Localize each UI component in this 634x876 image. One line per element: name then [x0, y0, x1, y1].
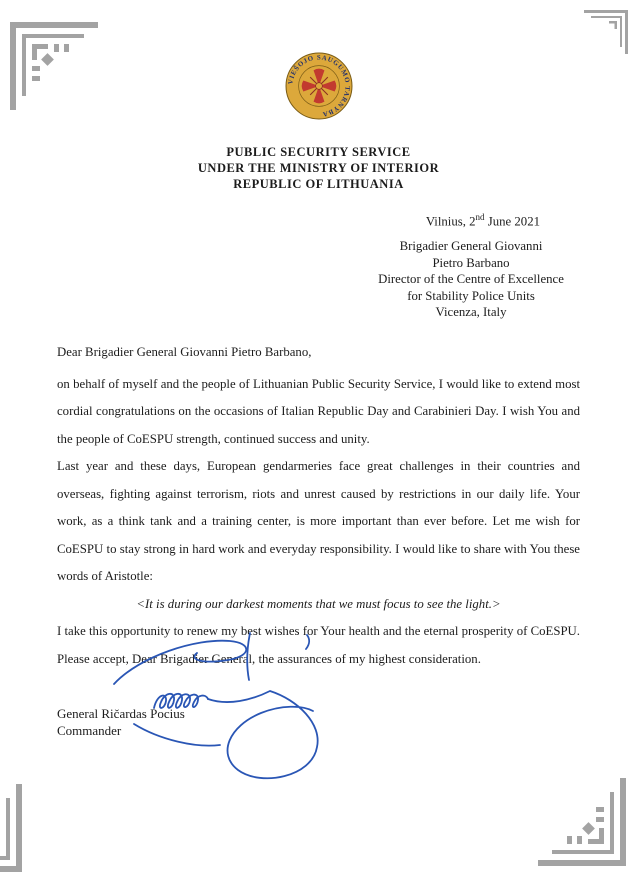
service-emblem — [285, 52, 353, 120]
service-seal-icon — [285, 52, 353, 120]
paragraph-3: I take this opportunity to renew my best wishes for Your health and the eternal prosperity of CoESPU. Please accept, Dear Brigadier General, the assurances of my highest consideration. — [57, 624, 580, 666]
recipient-line: Pietro Barbano — [432, 255, 510, 270]
frame-corner-icon — [584, 10, 628, 54]
letterhead — [57, 144, 580, 192]
recipient-line: for Stability Police Units — [407, 288, 535, 303]
frame-corner-icon — [538, 778, 626, 866]
frame-corner-icon — [0, 784, 22, 872]
corner-ornament-top-right — [584, 10, 628, 54]
recipient-line: Brigadier General Giovanni — [399, 239, 543, 254]
letterhead-line-2: UNDER THE MINISTRY OF INTERIOR — [197, 161, 440, 175]
letter-content — [0, 52, 634, 673]
paragraph-2: Last year and these days, European gendarmeries face great challenges in their countries and overseas, fighting against terrorism, riots and unrest caused by restrictions in our daily life. Your work, as a think tank and a training center, is more important than ever before. Let me wish for CoESPU to stay strong in hard work and everyday responsibility. I would like to share with You these words of Aristotle: — [57, 459, 580, 584]
letterhead-line-3: REPUBLIC OF LITHUANIA — [233, 177, 404, 191]
recipient-line: Director of the Centre of Excellence — [378, 272, 564, 287]
corner-ornament-bottom-left — [0, 784, 22, 872]
svg-text:VIEŠOJO SAUGUMO TARNYBA: VIEŠOJO SAUGUMO TARNYBA — [286, 54, 351, 118]
dateline-month-year: June 2021 — [484, 214, 540, 229]
recipient-line: Vicenza, Italy — [435, 305, 507, 320]
corner-ornament-top-left — [10, 22, 98, 110]
dateline-ordinal: nd — [475, 212, 485, 222]
frame-corner-icon — [10, 22, 98, 110]
corner-ornament-bottom-right — [538, 778, 626, 866]
sender-name: General Ričardas Pocius — [57, 706, 185, 721]
letterhead-line-1: PUBLIC SECURITY SERVICE — [226, 145, 411, 159]
aristotle-quote: <It is during our darkest moments that we must focus to see the light.> — [136, 596, 501, 611]
dateline-city-day: Vilnius, 2 — [425, 214, 476, 229]
sender-title: Commander — [57, 722, 122, 738]
salutation: Dear Brigadier General Giovanni Pietro Barbano, — [57, 344, 312, 359]
paragraph-1: on behalf of myself and the people of Lithuanian Public Security Service, I would like to extend most cordial congratulations on the occasions of Italian Republic Day and Carabinieri Day. I wish You and the people of CoESPU strength, continued success and unity. — [57, 376, 580, 446]
recipient-block — [362, 238, 580, 321]
dateline — [57, 208, 580, 230]
sender-block — [57, 706, 185, 739]
